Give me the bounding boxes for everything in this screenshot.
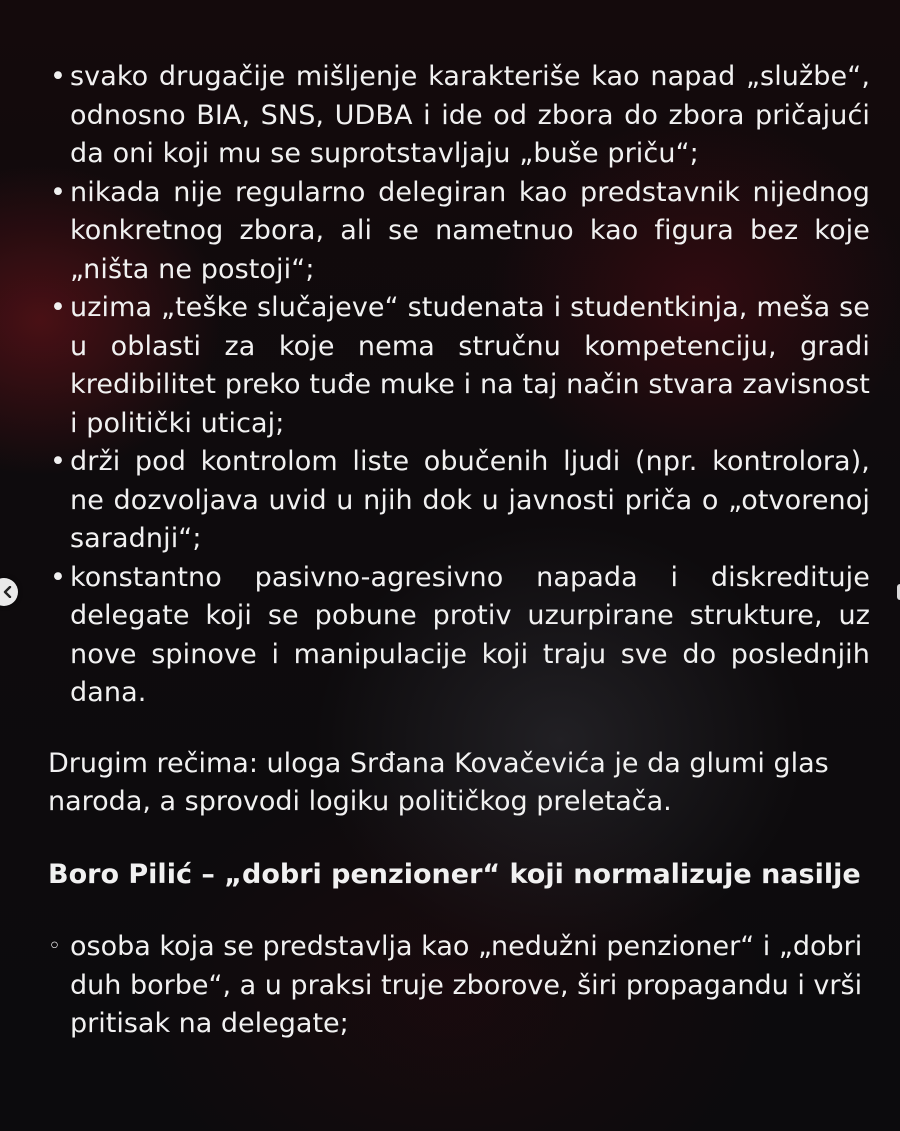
bullet-text: nikada nije regularno delegiran kao predstavnik nijednog konkretnog zbora, ali se nametnuo kao figura bez koje „ništa ne postoji“;: [70, 176, 870, 285]
list-item: [48, 559, 870, 713]
bullet-text: konstantno pasivno-agresivno napada i diskredituje delegate koji se pobune protiv uzurpirane strukture, uz nove spinove i manipulacije koji traju sve do poslednjih dana.: [70, 561, 870, 708]
list-item: [48, 289, 870, 443]
bullet-text: uzima „teške slučajeve“ studenata i studentkinja, meša se u oblasti za koje nema stručnu kompetenciju, gradi kredibilitet preko tuđe muke i na taj način stvara zavisnost i politički uticaj;: [70, 292, 870, 439]
list-item: [48, 58, 870, 174]
bullet-text: svako drugačije mišljenje karakteriše kao napad „službe“, odnosno BIA, SNS, UDBA i ide od zbora do zbora pričajući da oni koji mu se suprotstavljaju „buše priču“;: [70, 61, 870, 169]
summary-paragraph: Drugim rečima: uloga Srđana Kovačevića je da glumi glas naroda, a sprovodi logiku političkog preletača.: [48, 747, 829, 817]
list-item: [48, 443, 870, 559]
sub-bullet-list: [48, 928, 870, 1044]
sub-bullet-text: osoba koja se predstavlja kao „nedužni penzioner“ i „dobri duh borbe“, a u praksi truje zborove, širi propagandu i vrši pritisak na delegate;: [70, 931, 863, 1039]
chevron-left-icon: [2, 586, 14, 598]
previous-slide-button[interactable]: [0, 578, 18, 606]
bullet-marker: •: [50, 561, 67, 593]
post-text-block: [48, 58, 870, 1044]
bullet-list: [48, 58, 870, 713]
bullet-marker: •: [50, 446, 67, 477]
bullet-marker: •: [50, 176, 67, 208]
circle-bullet-marker: ◦: [48, 934, 61, 959]
bullet-marker: •: [50, 61, 67, 92]
bullet-text: drži pod kontrolom liste obučenih ljudi (npr. kontrolora), ne dozvoljava uvid u njih dok u javnosti priča o „otvorenoj saradnji“;: [70, 446, 870, 554]
list-item: [48, 928, 870, 1044]
list-item: [48, 174, 870, 290]
bullet-marker: •: [50, 292, 67, 323]
section-heading: Boro Pilić – „dobri penzioner“ koji normalizuje nasilje: [48, 858, 861, 890]
